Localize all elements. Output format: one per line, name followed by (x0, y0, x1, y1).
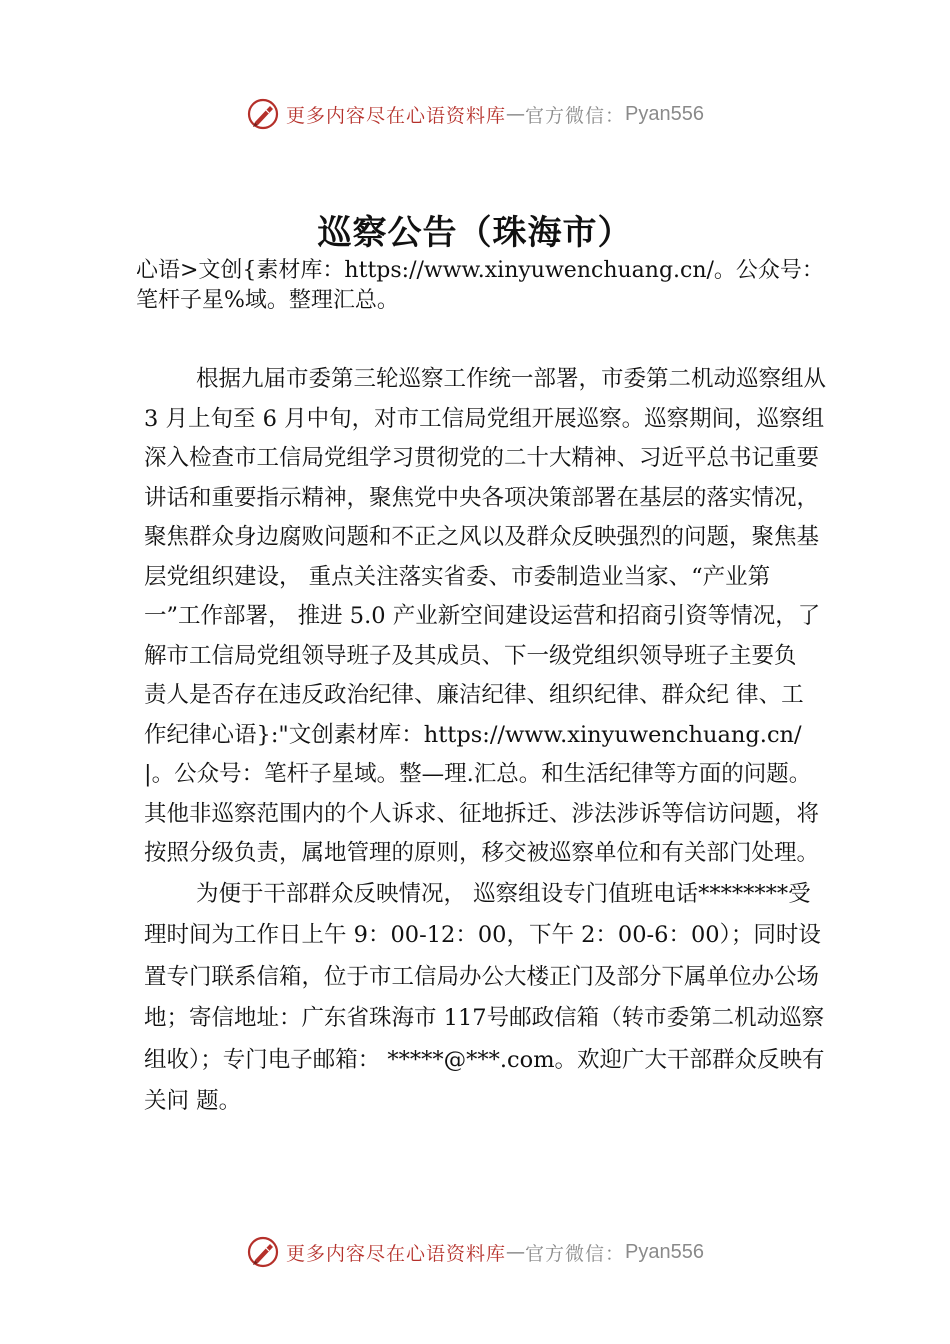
header-banner (0, 94, 950, 134)
paragraph-contact-info: 为便于干部群众反映情况， 巡察组设专门值班电话********受理时间为工作日上午 9：00-12：00，下午 2：00-6：00）；同时设置专门联系信箱，位于市工信局办公大楼正门及部分下属单位办公场地；寄信地址：广东省珠海市 117号邮政信箱（转市委第二机动巡察组收）；专门电子邮箱： *****@***.com。欢迎广大干部群众反映有关问 题。 (144, 880, 825, 1114)
document-title: 巡察公告（珠海市） (317, 213, 633, 253)
pen-logo-icon (246, 1235, 280, 1269)
banner-separator: — (506, 1241, 526, 1263)
banner-brand-text: 更多内容尽在心语资料库 (286, 1242, 507, 1265)
footer-banner (0, 1232, 950, 1272)
source-line: 心语>文创{素材库：https://www.xinyuwenchuang.cn/。公众号：笔杆子星%域。整理汇总。 (136, 258, 824, 313)
banner-wechat-id: Pyan556 (625, 102, 704, 125)
banner-wechat-label: 官方微信： (525, 104, 626, 127)
banner-wechat-label: 官方微信： (525, 1242, 626, 1265)
paragraph-inspection-scope: 根据九届市委第三轮巡察工作统一部署，市委第二机动巡察组从 3 月上旬至 6 月中旬，对市工信局党组开展巡察。巡察期间，巡察组深入检查市工信局党组学习贯彻党的二十大精神、习近平总书记重要讲话和重要指示精神，聚焦党中央各项决策部署在基层的落实情况，聚焦群众身边腐败问题和不正之风以及群众反映强烈的问题，聚焦基层党组织建设， 重点关注落实省委、市委制造业当家、“产业第一”工作部署， 推进 5.0 产业新空间建设运营和招商引资等情况，了解市工信局党组领导班子及其成员、下一级党组织领导班子主要负 责人是否存在违反政治纪律、廉洁纪律、组织纪律、群众纪 律、工作纪律心语}:"文创素材库：https://www.xinyuwenchuang.cn/|。公众号：笔杆子星域。整—理.汇总。和生活纪律等方面的问题。其他非巡察范围内的个人诉求、征地拆迁、涉法涉诉等信访问题，将按照分级负责，属地管理的原则，移交被巡察单位和有关部门处理。 (144, 366, 827, 866)
pen-logo-icon (246, 97, 280, 131)
banner-wechat-id: Pyan556 (625, 1240, 704, 1263)
document-body (144, 360, 826, 1123)
banner-brand-text: 更多内容尽在心语资料库 (286, 104, 507, 127)
banner-separator: — (506, 103, 526, 125)
